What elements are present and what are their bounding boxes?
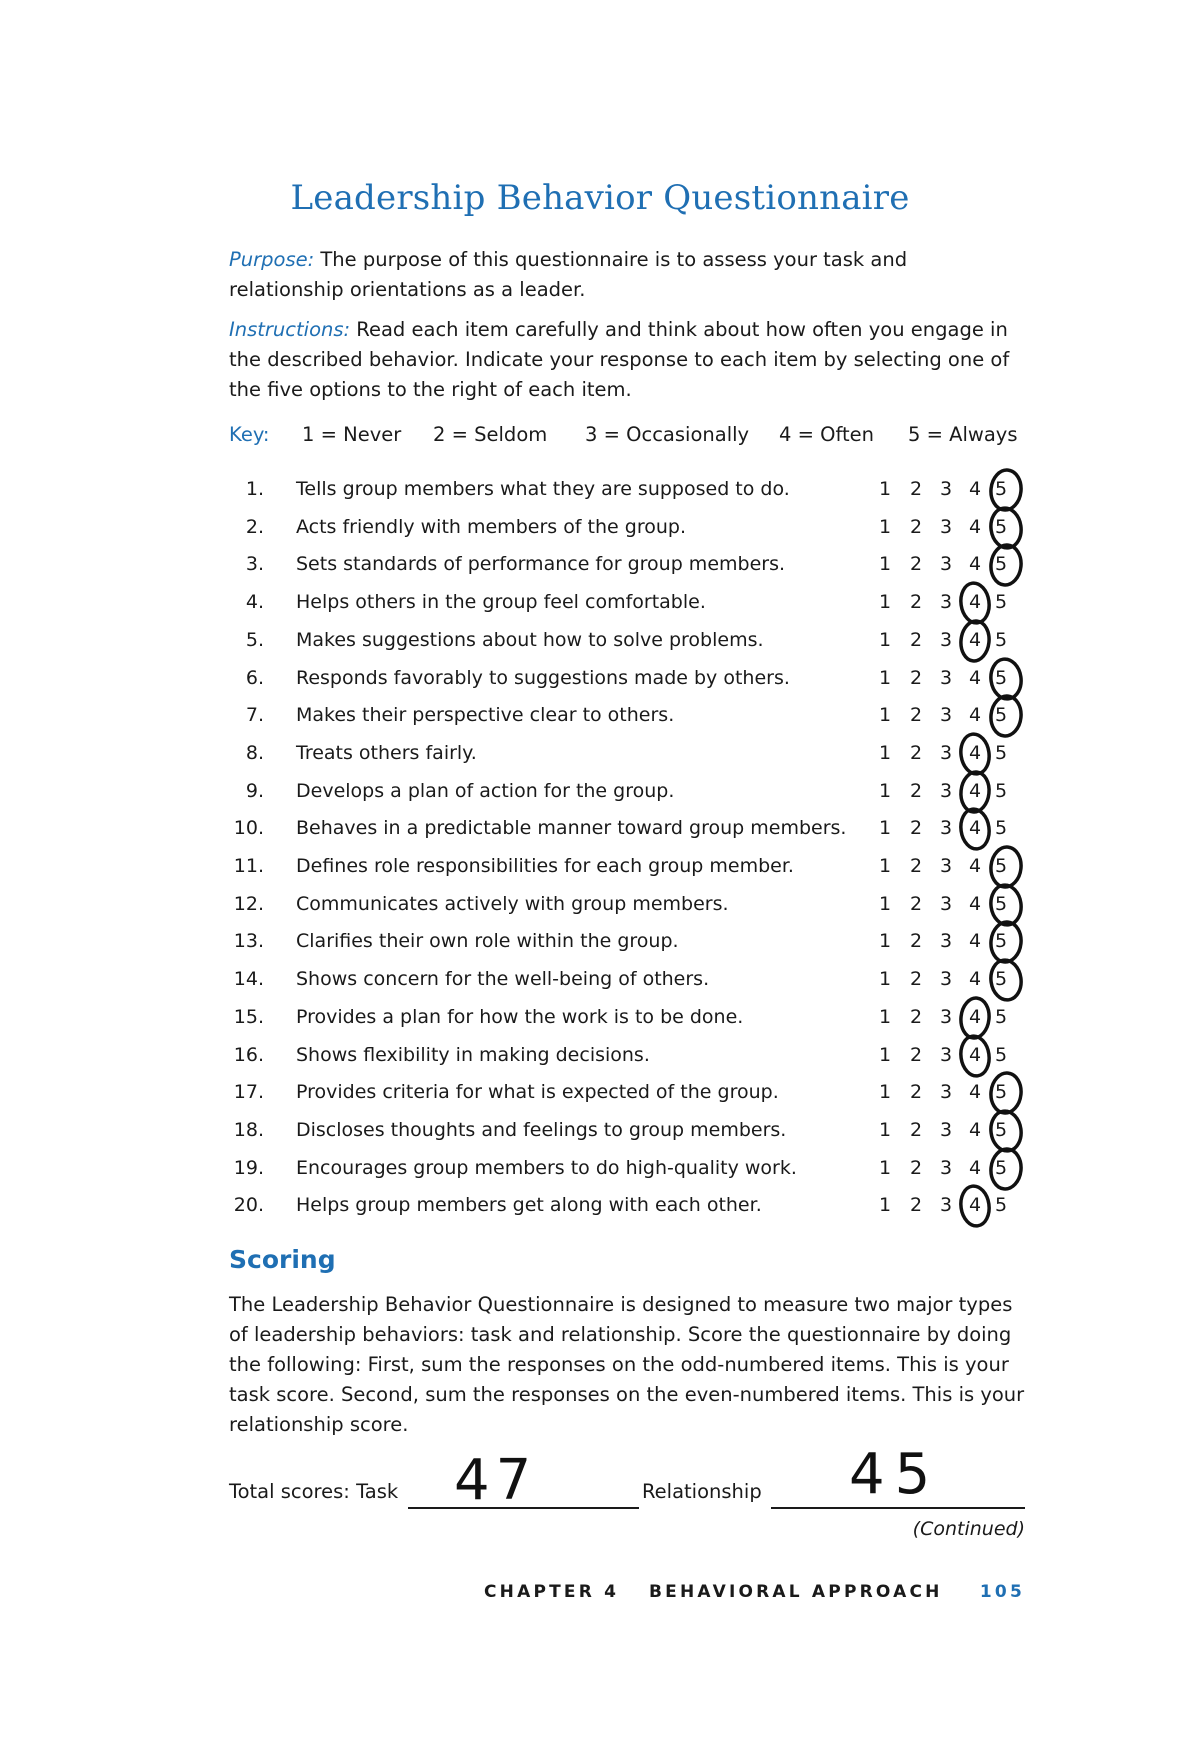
item-number: 14. <box>233 968 264 990</box>
item-number: 10. <box>233 817 264 839</box>
item-option-5[interactable]: 5 <box>994 817 1008 839</box>
item-option-4[interactable]: 4 <box>968 855 982 877</box>
item-option-5[interactable]: 5 <box>994 780 1008 802</box>
item-option-4[interactable]: 4 <box>968 893 982 915</box>
item-option-1[interactable]: 1 <box>878 930 892 952</box>
item-option-2[interactable]: 2 <box>909 1081 923 1103</box>
item-option-4[interactable]: 4 <box>968 968 982 990</box>
purpose-text: The purpose of this questionnaire is to assess your task and relationship orientations as a leader. <box>229 248 908 301</box>
task-score-handwritten: 47 <box>454 1448 538 1513</box>
item-option-2[interactable]: 2 <box>909 1119 923 1141</box>
key-option-never: 1 = Never <box>302 423 402 446</box>
item-number: 19. <box>233 1157 264 1179</box>
item-option-5[interactable]: 5 <box>994 968 1008 990</box>
questionnaire-item-6 <box>229 667 1025 697</box>
questionnaire-item-17 <box>229 1081 1025 1111</box>
item-option-5[interactable]: 5 <box>994 893 1008 915</box>
item-option-2[interactable]: 2 <box>909 968 923 990</box>
item-option-3[interactable]: 3 <box>939 893 953 915</box>
item-text: Provides criteria for what is expected of the group. <box>296 1081 779 1103</box>
item-text: Communicates actively with group members. <box>296 893 729 915</box>
item-option-2[interactable]: 2 <box>909 780 923 802</box>
item-option-2[interactable]: 2 <box>909 704 923 726</box>
item-option-3[interactable]: 3 <box>939 1157 953 1179</box>
item-option-5[interactable]: 5 <box>994 478 1008 500</box>
key-option-seldom: 2 = Seldom <box>433 423 548 446</box>
item-option-4[interactable]: 4 <box>968 817 982 839</box>
item-option-4[interactable]: 4 <box>968 667 982 689</box>
questionnaire-item-8 <box>229 742 1025 772</box>
questionnaire-item-16 <box>229 1044 1025 1074</box>
item-option-3[interactable]: 3 <box>939 1081 953 1103</box>
item-option-2[interactable]: 2 <box>909 629 923 651</box>
item-option-1[interactable]: 1 <box>878 516 892 538</box>
item-option-4[interactable]: 4 <box>968 478 982 500</box>
item-number: 20. <box>233 1194 264 1216</box>
item-option-3[interactable]: 3 <box>939 780 953 802</box>
item-option-1[interactable]: 1 <box>878 893 892 915</box>
item-number: 8. <box>245 742 264 764</box>
item-option-1[interactable]: 1 <box>878 968 892 990</box>
item-option-5[interactable]: 5 <box>994 1119 1008 1141</box>
key-label: Key: <box>229 423 270 446</box>
questionnaire-item-13 <box>229 930 1025 960</box>
item-option-3[interactable]: 3 <box>939 968 953 990</box>
item-text: Clarifies their own role within the group. <box>296 930 679 952</box>
item-option-5[interactable]: 5 <box>994 591 1008 613</box>
key-option-occasionally: 3 = Occasionally <box>585 423 750 446</box>
questionnaire-item-3 <box>229 553 1025 583</box>
item-number: 12. <box>233 893 264 915</box>
item-option-5[interactable]: 5 <box>994 1006 1008 1028</box>
item-text: Shows concern for the well-being of others. <box>296 968 710 990</box>
questionnaire-item-12 <box>229 893 1025 923</box>
item-text: Provides a plan for how the work is to be done. <box>296 1006 744 1028</box>
item-option-3[interactable]: 3 <box>939 742 953 764</box>
item-text: Sets standards of performance for group members. <box>296 553 786 575</box>
item-option-5[interactable]: 5 <box>994 855 1008 877</box>
item-option-1[interactable]: 1 <box>878 1081 892 1103</box>
questionnaire-item-15 <box>229 1006 1025 1036</box>
relationship-total-label: Relationship <box>642 1480 762 1503</box>
item-text: Acts friendly with members of the group. <box>296 516 686 538</box>
item-number: 16. <box>233 1044 264 1066</box>
item-option-3[interactable]: 3 <box>939 629 953 651</box>
item-option-3[interactable]: 3 <box>939 817 953 839</box>
item-option-2[interactable]: 2 <box>909 553 923 575</box>
relationship-score-line <box>771 1507 1025 1509</box>
item-option-1[interactable]: 1 <box>878 780 892 802</box>
item-option-5[interactable]: 5 <box>994 553 1008 575</box>
item-text: Develops a plan of action for the group. <box>296 780 675 802</box>
scoring-paragraph: The Leadership Behavior Questionnaire is designed to measure two major types of leadership behaviors: task and relationship. Score the questionnaire by doing the following: First, sum the responses on the odd-numbered items. This is your task score. Second, sum the responses on the even-numbered items. This is your relationship score. <box>229 1293 1025 1436</box>
item-option-2[interactable]: 2 <box>909 1044 923 1066</box>
item-text: Helps others in the group feel comfortable. <box>296 591 706 613</box>
item-option-5[interactable]: 5 <box>994 704 1008 726</box>
item-option-1[interactable]: 1 <box>878 704 892 726</box>
item-text: Makes suggestions about how to solve problems. <box>296 629 764 651</box>
item-option-5[interactable]: 5 <box>994 667 1008 689</box>
instructions-label: Instructions: <box>229 318 351 341</box>
item-text: Helps group members get along with each other. <box>296 1194 762 1216</box>
item-option-1[interactable]: 1 <box>878 667 892 689</box>
item-option-3[interactable]: 3 <box>939 930 953 952</box>
total-scores <box>229 1442 1025 1520</box>
item-number: 6. <box>245 667 264 689</box>
item-option-1[interactable]: 1 <box>878 591 892 613</box>
item-text: Encourages group members to do high-quality work. <box>296 1157 797 1179</box>
scoring-heading: Scoring <box>229 1245 336 1274</box>
task-total-label: Total scores: Task <box>229 1480 399 1503</box>
item-option-2[interactable]: 2 <box>909 742 923 764</box>
item-option-4[interactable]: 4 <box>968 591 982 613</box>
item-option-5[interactable]: 5 <box>994 742 1008 764</box>
item-option-2[interactable]: 2 <box>909 1006 923 1028</box>
purpose-paragraph <box>229 245 1025 305</box>
item-number: 4. <box>245 591 264 613</box>
item-option-4[interactable]: 4 <box>968 516 982 538</box>
item-number: 18. <box>233 1119 264 1141</box>
questionnaire-item-10 <box>229 817 1025 847</box>
questionnaire-item-5 <box>229 629 1025 659</box>
item-text: Shows flexibility in making decisions. <box>296 1044 650 1066</box>
item-number: 3. <box>245 553 264 575</box>
item-option-1[interactable]: 1 <box>878 553 892 575</box>
item-option-4[interactable]: 4 <box>968 1119 982 1141</box>
item-option-2[interactable]: 2 <box>909 893 923 915</box>
item-option-4[interactable]: 4 <box>968 1006 982 1028</box>
item-option-3[interactable]: 3 <box>939 704 953 726</box>
footer-chapter: CHAPTER 4 <box>484 1582 620 1602</box>
item-option-1[interactable]: 1 <box>878 1119 892 1141</box>
item-option-4[interactable]: 4 <box>968 1194 982 1216</box>
questionnaire-item-11 <box>229 855 1025 885</box>
item-text: Treats others fairly. <box>296 742 477 764</box>
item-text: Discloses thoughts and feelings to group members. <box>296 1119 787 1141</box>
item-option-4[interactable]: 4 <box>968 1157 982 1179</box>
page-footer <box>229 1582 1025 1612</box>
item-option-1[interactable]: 1 <box>878 742 892 764</box>
item-option-4[interactable]: 4 <box>968 1081 982 1103</box>
questionnaire-item-1 <box>229 478 1025 508</box>
item-number: 1. <box>245 478 264 500</box>
item-option-5[interactable]: 5 <box>994 1157 1008 1179</box>
item-option-1[interactable]: 1 <box>878 1044 892 1066</box>
item-option-5[interactable]: 5 <box>994 1081 1008 1103</box>
item-option-3[interactable]: 3 <box>939 855 953 877</box>
item-number: 13. <box>233 930 264 952</box>
item-option-2[interactable]: 2 <box>909 516 923 538</box>
item-option-1[interactable]: 1 <box>878 629 892 651</box>
item-option-5[interactable]: 5 <box>994 930 1008 952</box>
item-option-2[interactable]: 2 <box>909 1157 923 1179</box>
item-option-3[interactable]: 3 <box>939 1194 953 1216</box>
item-option-3[interactable]: 3 <box>939 591 953 613</box>
item-option-3[interactable]: 3 <box>939 553 953 575</box>
item-option-3[interactable]: 3 <box>939 667 953 689</box>
item-option-4[interactable]: 4 <box>968 629 982 651</box>
item-text: Makes their perspective clear to others. <box>296 704 675 726</box>
item-number: 9. <box>245 780 264 802</box>
item-option-5[interactable]: 5 <box>994 1044 1008 1066</box>
questionnaire-item-7 <box>229 704 1025 734</box>
item-text: Defines role responsibilities for each group member. <box>296 855 794 877</box>
item-option-2[interactable]: 2 <box>909 817 923 839</box>
continued-note: (Continued) <box>912 1518 1025 1540</box>
item-option-1[interactable]: 1 <box>878 817 892 839</box>
item-text: Responds favorably to suggestions made by others. <box>296 667 790 689</box>
questionnaire-item-2 <box>229 516 1025 546</box>
footer-section: BEHAVIORAL APPROACH <box>649 1582 943 1602</box>
item-number: 2. <box>245 516 264 538</box>
item-option-4[interactable]: 4 <box>968 742 982 764</box>
item-option-5[interactable]: 5 <box>994 1194 1008 1216</box>
item-option-2[interactable]: 2 <box>909 1194 923 1216</box>
item-option-3[interactable]: 3 <box>939 516 953 538</box>
page-title: Leadership Behavior Questionnaire <box>290 178 910 218</box>
purpose-label: Purpose: <box>229 248 315 271</box>
footer-page-number: 105 <box>979 1582 1025 1602</box>
item-number: 7. <box>245 704 264 726</box>
item-number: 5. <box>245 629 264 651</box>
item-option-3[interactable]: 3 <box>939 478 953 500</box>
item-option-1[interactable]: 1 <box>878 1006 892 1028</box>
instructions-text: Read each item carefully and think about how often you engage in the described behavior. Indicate your response to each item by selecting one of the five options to the right of each item. <box>229 318 1010 401</box>
item-number: 17. <box>233 1081 264 1103</box>
item-option-1[interactable]: 1 <box>878 478 892 500</box>
item-option-1[interactable]: 1 <box>878 1194 892 1216</box>
item-text: Tells group members what they are supposed to do. <box>296 478 790 500</box>
key-option-always: 5 = Always <box>908 423 1018 446</box>
item-number: 11. <box>233 855 264 877</box>
questionnaire-item-9 <box>229 780 1025 810</box>
item-option-4[interactable]: 4 <box>968 704 982 726</box>
item-option-2[interactable]: 2 <box>909 667 923 689</box>
relationship-score-handwritten: 45 <box>849 1442 941 1507</box>
item-option-3[interactable]: 3 <box>939 1119 953 1141</box>
questionnaire-item-4 <box>229 591 1025 621</box>
item-option-4[interactable]: 4 <box>968 780 982 802</box>
item-text: Behaves in a predictable manner toward group members. <box>296 817 847 839</box>
item-option-3[interactable]: 3 <box>939 1044 953 1066</box>
item-option-1[interactable]: 1 <box>878 855 892 877</box>
item-option-4[interactable]: 4 <box>968 930 982 952</box>
instructions-paragraph <box>229 315 1025 405</box>
item-option-5[interactable]: 5 <box>994 516 1008 538</box>
key-option-often: 4 = Often <box>779 423 875 446</box>
item-option-2[interactable]: 2 <box>909 855 923 877</box>
item-option-4[interactable]: 4 <box>968 1044 982 1066</box>
item-option-1[interactable]: 1 <box>878 1157 892 1179</box>
rating-key <box>229 423 1025 453</box>
questionnaire-item-19 <box>229 1157 1025 1187</box>
questionnaire-item-20 <box>229 1194 1025 1224</box>
item-option-5[interactable]: 5 <box>994 629 1008 651</box>
item-number: 15. <box>233 1006 264 1028</box>
item-option-2[interactable]: 2 <box>909 591 923 613</box>
item-option-2[interactable]: 2 <box>909 930 923 952</box>
item-option-2[interactable]: 2 <box>909 478 923 500</box>
questionnaire-item-14 <box>229 968 1025 998</box>
item-option-3[interactable]: 3 <box>939 1006 953 1028</box>
questionnaire-item-18 <box>229 1119 1025 1149</box>
item-option-4[interactable]: 4 <box>968 553 982 575</box>
